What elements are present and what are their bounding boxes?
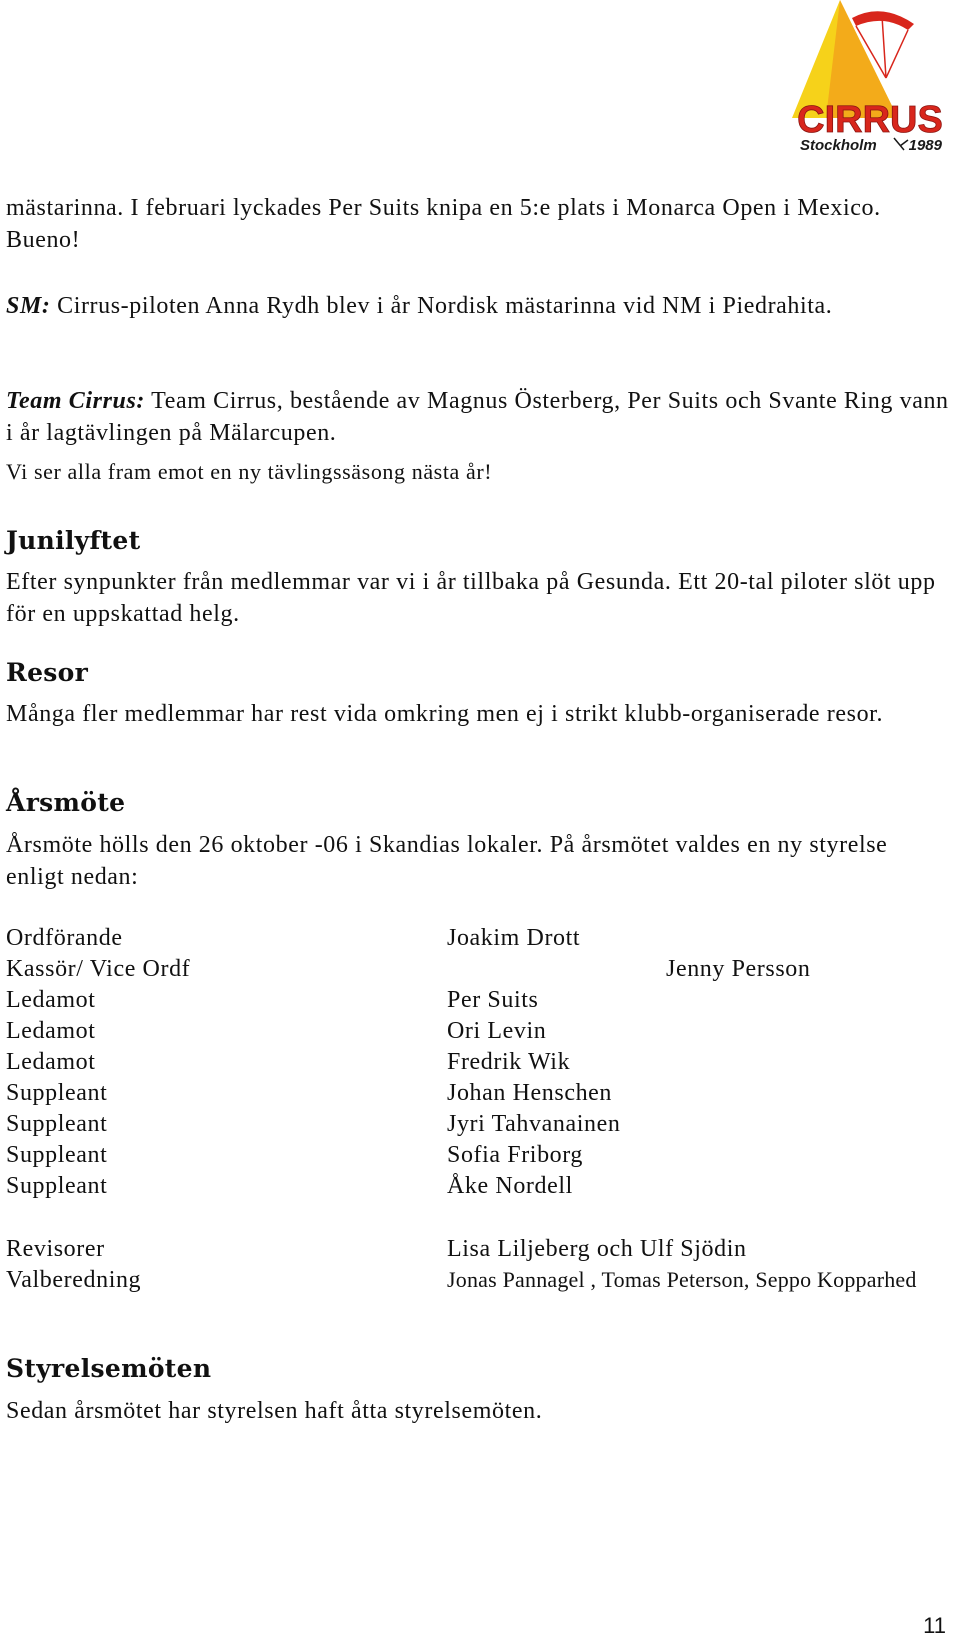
junilyftet-text: Efter synpunkter från medlemmar var vi i år tillbaka på Gesunda. Ett 20-tal piloter slöt upp för en uppskattad helg. — [6, 569, 936, 627]
board-member: Åke Nordell — [447, 1173, 573, 1199]
logo-subtitle: Stockholm — [800, 137, 877, 154]
resor-paragraph — [6, 698, 951, 730]
others-role: Revisorer — [6, 1236, 105, 1262]
sm-paragraph — [6, 290, 951, 322]
board-role: Ledamot — [6, 1049, 96, 1075]
resor-text: Många fler medlemmar har rest vida omkring men ej i strikt klubb-organiserade resor. — [6, 701, 884, 727]
arsmote-paragraph — [6, 829, 951, 893]
board-role: Suppleant — [6, 1173, 108, 1199]
board-row — [6, 1108, 951, 1140]
styrelsemoten-paragraph — [6, 1395, 951, 1427]
board-member: Jyri Tahvanainen — [447, 1111, 621, 1137]
intro-text: mästarinna. I februari lyckades Per Suits knipa en 5:e plats i Monarca Open i Mexico. Bueno! — [6, 195, 881, 253]
team-text: Team Cirrus, bestående av Magnus Österberg, Per Suits och Svante Ring vann i år lagtävlingen på Mälarcupen. — [6, 388, 949, 446]
board-role: Ledamot — [6, 1018, 96, 1044]
heading-resor: Resor — [6, 658, 89, 687]
others-role: Valberedning — [6, 1267, 142, 1293]
board-member: Jenny Persson — [666, 956, 811, 982]
board-row — [6, 1046, 951, 1078]
team-followup — [6, 456, 951, 488]
board-role: Suppleant — [6, 1142, 108, 1168]
junilyftet-paragraph — [6, 566, 951, 630]
board-member: Johan Henschen — [447, 1080, 613, 1106]
board-role: Ordförande — [6, 925, 123, 951]
board-row — [6, 1139, 951, 1171]
board-member: Joakim Drott — [447, 925, 581, 951]
board-row — [6, 953, 951, 985]
team-lead: Team Cirrus: — [6, 388, 146, 414]
others-member: Jonas Pannagel , Tomas Peterson, Seppo Kopparhed — [447, 1267, 917, 1292]
board-role: Suppleant — [6, 1080, 108, 1106]
styrelsemoten-text: Sedan årsmötet har styrelsen haft åtta styrelsemöten. — [6, 1398, 543, 1424]
board-row — [6, 1015, 951, 1047]
board-member: Per Suits — [447, 987, 539, 1013]
intro-paragraph — [6, 192, 951, 256]
board-row — [6, 922, 951, 954]
heading-styrelsemoten: Styrelsemöten — [6, 1354, 212, 1383]
board-member: Sofia Friborg — [447, 1142, 584, 1168]
page-number: 11 — [923, 1613, 946, 1638]
sm-lead: SM: — [6, 293, 51, 319]
board-row — [6, 1170, 951, 1202]
board-row — [6, 984, 951, 1016]
team-followup-text: Vi ser alla fram emot en ny tävlingssäsong nästa år! — [6, 459, 493, 484]
cirrus-logo — [790, 0, 950, 170]
board-member: Ori Levin — [447, 1018, 547, 1044]
others-row — [6, 1233, 951, 1265]
heading-junilyftet: Junilyftet — [6, 526, 141, 555]
others-member: Lisa Liljeberg och Ulf Sjödin — [447, 1236, 747, 1262]
sm-text: Cirrus-piloten Anna Rydh blev i år Nordisk mästarinna vid NM i Piedrahita. — [50, 293, 833, 319]
board-row — [6, 1077, 951, 1109]
board-member: Fredrik Wik — [447, 1049, 571, 1075]
arsmote-text: Årsmöte hölls den 26 oktober -06 i Skandias lokaler. På årsmötet valdes en ny styrelse enligt nedan: — [6, 832, 888, 890]
logo-year: 1989 — [908, 137, 942, 154]
logo-wordmark: CIRRUS — [797, 99, 943, 141]
others-row — [6, 1264, 951, 1328]
board-role: Ledamot — [6, 987, 96, 1013]
team-paragraph — [6, 385, 951, 449]
heading-arsmote: Årsmöte — [6, 788, 126, 817]
board-role: Suppleant — [6, 1111, 108, 1137]
board-role: Kassör/ Vice Ordf — [6, 956, 191, 982]
